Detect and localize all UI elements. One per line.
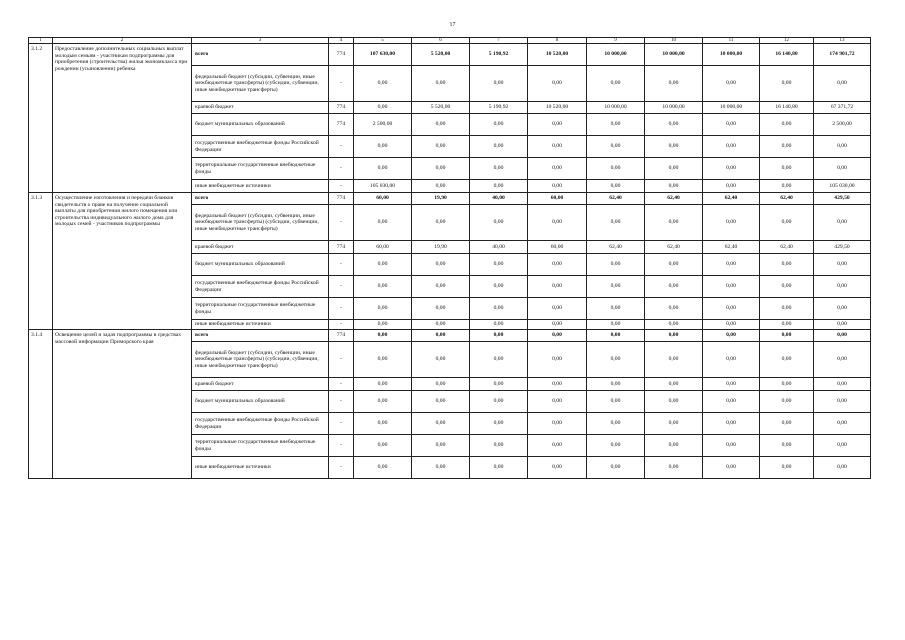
year-value: 0,00 (354, 413, 412, 435)
year-value: 0,00 (412, 413, 470, 435)
year-value: 62,40 (703, 241, 760, 254)
total-value: 0,00 (814, 66, 871, 102)
year-value: 0,00 (528, 114, 587, 136)
year-value: 10 000,00 (587, 102, 645, 114)
col-num-8: 8 (528, 38, 587, 44)
year-value: 0,00 (645, 330, 703, 342)
funding-source: территориальные государственные внебюджетные фонды (192, 158, 329, 180)
year-value: 0,00 (587, 320, 645, 330)
item-name: Освещение целей и задач подпрограммы в средствах массовой информации Приморского края (53, 330, 192, 479)
year-value: 0,00 (470, 205, 528, 241)
col-num-3: 3 (192, 38, 329, 44)
admin-code: 774 (329, 114, 354, 136)
total-value: 0,00 (814, 298, 871, 320)
year-value: 5 190,92 (470, 102, 528, 114)
year-value: 0,00 (645, 298, 703, 320)
year-value: 0,00 (470, 298, 528, 320)
year-value: 0,00 (412, 298, 470, 320)
year-value: 0,00 (645, 413, 703, 435)
admin-code: 774 (329, 193, 354, 205)
year-value: 60,00 (528, 241, 587, 254)
year-value: 0,00 (412, 114, 470, 136)
year-value: 0,00 (354, 205, 412, 241)
year-value: 0,00 (528, 298, 587, 320)
funding-source: федеральный бюджет (субсидии, субвенции, иные межбюджетные трансферты) (субсидии, субвенции, иные межбюджетные трансферты) (192, 205, 329, 241)
year-value: 0,00 (528, 391, 587, 413)
year-value: 0,00 (703, 180, 760, 193)
year-value: 0,00 (760, 298, 814, 320)
year-value: 0,00 (528, 435, 587, 457)
year-value: 0,00 (587, 457, 645, 479)
year-value: 0,00 (528, 66, 587, 102)
item-name: Осуществление изготовления и передачи бланков свидетельств о праве на получение социальной выплаты для приобретения жилого помещения или строительства индивидуального жилого дома для молодых семей - участников подпрограммы (53, 193, 192, 330)
funding-source: всего (192, 330, 329, 342)
table-row (29, 330, 871, 342)
year-value: 0,00 (760, 435, 814, 457)
total-value: 0,00 (814, 136, 871, 158)
year-value: 0,00 (645, 378, 703, 391)
admin-code: - (329, 136, 354, 158)
year-value: 0,00 (703, 457, 760, 479)
year-value: 10 000,00 (645, 102, 703, 114)
year-value: 0,00 (470, 158, 528, 180)
funding-source: бюджет муниципальных образований (192, 114, 329, 136)
year-value: 0,00 (587, 205, 645, 241)
year-value: 107 630,00 (354, 44, 412, 66)
year-value: 62,40 (645, 241, 703, 254)
admin-code: - (329, 205, 354, 241)
year-value: 0,00 (412, 457, 470, 479)
year-value: 0,00 (528, 378, 587, 391)
year-value: 10 000,00 (645, 44, 703, 66)
admin-code: - (329, 391, 354, 413)
year-value: 0,00 (354, 330, 412, 342)
col-num-12: 12 (760, 38, 814, 44)
col-num-13: 13 (814, 38, 871, 44)
year-value: 0,00 (587, 254, 645, 276)
year-value: 40,00 (470, 241, 528, 254)
col-num-5: 5 (354, 38, 412, 44)
funding-source: иные внебюджетные источники (192, 457, 329, 479)
year-value: 0,00 (354, 391, 412, 413)
funding-source: территориальные государственные внебюджетные фонды (192, 298, 329, 320)
year-value: 0,00 (703, 136, 760, 158)
total-value: 105 030,00 (814, 180, 871, 193)
funding-source: краевой бюджет (192, 378, 329, 391)
year-value: 0,00 (528, 158, 587, 180)
year-value: 0,00 (470, 136, 528, 158)
year-value: 0,00 (645, 457, 703, 479)
year-value: 0,00 (703, 114, 760, 136)
year-value: 0,00 (703, 205, 760, 241)
total-value: 0,00 (814, 158, 871, 180)
year-value: 19,90 (412, 241, 470, 254)
year-value: 0,00 (470, 254, 528, 276)
year-value: 0,00 (354, 102, 412, 114)
year-value: 0,00 (760, 180, 814, 193)
total-value: 0,00 (814, 342, 871, 378)
year-value: 0,00 (703, 378, 760, 391)
admin-code: - (329, 254, 354, 276)
year-value: 0,00 (760, 136, 814, 158)
col-num-1: 1 (29, 38, 53, 44)
year-value: 0,00 (760, 205, 814, 241)
year-value: 0,00 (412, 136, 470, 158)
total-value: 2 500,00 (814, 114, 871, 136)
year-value: 0,00 (587, 180, 645, 193)
year-value: 10 000,00 (703, 102, 760, 114)
year-value: 0,00 (354, 254, 412, 276)
year-value: 62,40 (645, 193, 703, 205)
item-number: 3.1.2 (29, 44, 53, 193)
year-value: 0,00 (587, 330, 645, 342)
total-value: 0,00 (814, 205, 871, 241)
total-value: 0,00 (814, 276, 871, 298)
year-value: 0,00 (645, 180, 703, 193)
admin-code: - (329, 298, 354, 320)
funding-source: государственные внебюджетные фонды Российской Федерации (192, 413, 329, 435)
admin-code: 774 (329, 330, 354, 342)
admin-code: 774 (329, 102, 354, 114)
total-value: 67 371,72 (814, 102, 871, 114)
year-value: 0,00 (470, 114, 528, 136)
year-value: 0,00 (645, 342, 703, 378)
admin-code: - (329, 378, 354, 391)
year-value: 0,00 (412, 378, 470, 391)
total-value: 0,00 (814, 457, 871, 479)
year-value: 0,00 (528, 180, 587, 193)
year-value: 0,00 (645, 158, 703, 180)
year-value: 0,00 (587, 435, 645, 457)
table-row (29, 193, 871, 205)
year-value: 0,00 (412, 391, 470, 413)
funding-source: бюджет муниципальных образований (192, 391, 329, 413)
table-row (29, 44, 871, 66)
year-value: 0,00 (703, 330, 760, 342)
admin-code: 774 (329, 44, 354, 66)
col-num-10: 10 (645, 38, 703, 44)
year-value: 0,00 (354, 158, 412, 180)
admin-code: - (329, 413, 354, 435)
year-value: 0,00 (645, 320, 703, 330)
year-value: 10 000,00 (703, 44, 760, 66)
year-value: 0,00 (412, 254, 470, 276)
year-value: 60,00 (354, 241, 412, 254)
year-value: 0,00 (470, 391, 528, 413)
year-value: 0,00 (354, 457, 412, 479)
funding-source: территориальные государственные внебюджетные фонды (192, 435, 329, 457)
year-value: 0,00 (760, 413, 814, 435)
year-value: 0,00 (528, 330, 587, 342)
year-value: 0,00 (703, 66, 760, 102)
year-value: 0,00 (587, 276, 645, 298)
funding-source: бюджет муниципальных образований (192, 254, 329, 276)
year-value: 5 520,00 (412, 102, 470, 114)
funding-source: всего (192, 193, 329, 205)
funding-source: государственные внебюджетные фонды Российской Федерации (192, 276, 329, 298)
year-value: 0,00 (470, 378, 528, 391)
year-value: 0,00 (760, 276, 814, 298)
total-value: 174 901,72 (814, 44, 871, 66)
year-value: 0,00 (412, 180, 470, 193)
year-value: 0,00 (703, 342, 760, 378)
year-value: 105 030,00 (354, 180, 412, 193)
page-number: 17 (449, 22, 456, 28)
admin-code: - (329, 342, 354, 378)
funding-source: краевой бюджет (192, 102, 329, 114)
year-value: 0,00 (412, 320, 470, 330)
admin-code: - (329, 276, 354, 298)
total-value: 0,00 (814, 413, 871, 435)
year-value: 2 500,00 (354, 114, 412, 136)
total-value: 429,50 (814, 241, 871, 254)
year-value: 62,40 (587, 193, 645, 205)
item-name: Предоставление дополнительных социальных выплат молодым семьям - участникам подпрограммы для приобретения (строительства) жилья экономкласса при рождении (усыновлении) ребенка (53, 44, 192, 193)
col-num-2: 2 (53, 38, 192, 44)
year-value: 0,00 (354, 435, 412, 457)
year-value: 0,00 (645, 435, 703, 457)
year-value: 0,00 (645, 66, 703, 102)
year-value: 0,00 (703, 298, 760, 320)
year-value: 0,00 (760, 391, 814, 413)
year-value: 0,00 (587, 136, 645, 158)
year-value: 0,00 (528, 205, 587, 241)
year-value: 0,00 (412, 342, 470, 378)
year-value: 0,00 (470, 342, 528, 378)
col-num-6: 6 (412, 38, 470, 44)
year-value: 60,00 (354, 193, 412, 205)
year-value: 0,00 (703, 254, 760, 276)
year-value: 0,00 (703, 276, 760, 298)
col-num-7: 7 (470, 38, 528, 44)
funding-source: государственные внебюджетные фонды Российской Федерации (192, 136, 329, 158)
year-value: 0,00 (528, 320, 587, 330)
item-number: 3.1.4 (29, 330, 53, 479)
year-value: 0,00 (528, 457, 587, 479)
year-value: 5 190,92 (470, 44, 528, 66)
year-value: 0,00 (587, 378, 645, 391)
year-value: 0,00 (587, 391, 645, 413)
year-value: 40,00 (470, 193, 528, 205)
year-value: 0,00 (354, 320, 412, 330)
year-value: 0,00 (354, 342, 412, 378)
year-value: 0,00 (470, 66, 528, 102)
year-value: 0,00 (412, 330, 470, 342)
year-value: 0,00 (587, 342, 645, 378)
admin-code: 774 (329, 241, 354, 254)
col-num-4: 4 (329, 38, 354, 44)
total-value: 0,00 (814, 435, 871, 457)
year-value: 0,00 (587, 66, 645, 102)
year-value: 0,00 (470, 413, 528, 435)
total-value: 0,00 (814, 320, 871, 330)
year-value: 5 520,00 (412, 44, 470, 66)
year-value: 0,00 (412, 66, 470, 102)
year-value: 0,00 (412, 205, 470, 241)
year-value: 0,00 (587, 298, 645, 320)
year-value: 0,00 (760, 114, 814, 136)
year-value: 0,00 (470, 330, 528, 342)
year-value: 16 140,80 (760, 102, 814, 114)
year-value: 0,00 (760, 330, 814, 342)
year-value: 0,00 (645, 205, 703, 241)
year-value: 0,00 (645, 391, 703, 413)
funding-source: краевой бюджет (192, 241, 329, 254)
admin-code: - (329, 320, 354, 330)
year-value: 0,00 (760, 158, 814, 180)
year-value: 10 520,00 (528, 44, 587, 66)
year-value: 0,00 (470, 457, 528, 479)
admin-code: - (329, 180, 354, 193)
total-value: 429,50 (814, 193, 871, 205)
year-value: 0,00 (587, 114, 645, 136)
funding-source: федеральный бюджет (субсидии, субвенции, иные межбюджетные трансферты) (субсидии, субвенции, иные межбюджетные трансферты) (192, 66, 329, 102)
col-num-9: 9 (587, 38, 645, 44)
total-value: 0,00 (814, 330, 871, 342)
col-num-11: 11 (703, 38, 760, 44)
admin-code: - (329, 66, 354, 102)
total-value: 0,00 (814, 391, 871, 413)
budget-table (28, 37, 871, 479)
year-value: 0,00 (354, 276, 412, 298)
year-value: 0,00 (528, 136, 587, 158)
year-value: 0,00 (412, 158, 470, 180)
year-value: 0,00 (645, 136, 703, 158)
admin-code: - (329, 158, 354, 180)
year-value: 0,00 (760, 66, 814, 102)
year-value: 0,00 (703, 158, 760, 180)
total-value: 0,00 (814, 378, 871, 391)
year-value: 0,00 (645, 276, 703, 298)
year-value: 0,00 (528, 254, 587, 276)
year-value: 62,40 (587, 241, 645, 254)
year-value: 0,00 (587, 413, 645, 435)
funding-source: иные внебюджетные источники (192, 180, 329, 193)
year-value: 0,00 (528, 413, 587, 435)
table-body (29, 38, 871, 479)
year-value: 0,00 (528, 276, 587, 298)
funding-source: всего (192, 44, 329, 66)
admin-code: - (329, 457, 354, 479)
year-value: 16 140,80 (760, 44, 814, 66)
year-value: 0,00 (703, 391, 760, 413)
year-value: 0,00 (412, 276, 470, 298)
year-value: 0,00 (703, 320, 760, 330)
year-value: 0,00 (760, 342, 814, 378)
year-value: 0,00 (760, 378, 814, 391)
year-value: 0,00 (528, 342, 587, 378)
year-value: 10 520,00 (528, 102, 587, 114)
year-value: 0,00 (354, 298, 412, 320)
year-value: 62,40 (760, 241, 814, 254)
year-value: 0,00 (470, 435, 528, 457)
year-value: 0,00 (354, 378, 412, 391)
year-value: 0,00 (760, 320, 814, 330)
year-value: 0,00 (703, 413, 760, 435)
funding-source: федеральный бюджет (субсидии, субвенции, иные межбюджетные трансферты) (субсидии, субвенции, иные межбюджетные трансферты) (192, 342, 329, 378)
year-value: 0,00 (645, 114, 703, 136)
year-value: 62,40 (703, 193, 760, 205)
year-value: 0,00 (470, 180, 528, 193)
funding-source: иные внебюджетные источники (192, 320, 329, 330)
year-value: 0,00 (703, 435, 760, 457)
item-number: 3.1.3 (29, 193, 53, 330)
year-value: 0,00 (470, 276, 528, 298)
year-value: 0,00 (760, 457, 814, 479)
year-value: 62,40 (760, 193, 814, 205)
year-value: 0,00 (760, 254, 814, 276)
year-value: 60,00 (528, 193, 587, 205)
year-value: 19,90 (412, 193, 470, 205)
year-value: 0,00 (354, 136, 412, 158)
year-value: 10 000,00 (587, 44, 645, 66)
year-value: 0,00 (354, 66, 412, 102)
year-value: 0,00 (587, 158, 645, 180)
year-value: 0,00 (470, 320, 528, 330)
admin-code: - (329, 435, 354, 457)
year-value: 0,00 (645, 254, 703, 276)
total-value: 0,00 (814, 254, 871, 276)
year-value: 0,00 (412, 435, 470, 457)
